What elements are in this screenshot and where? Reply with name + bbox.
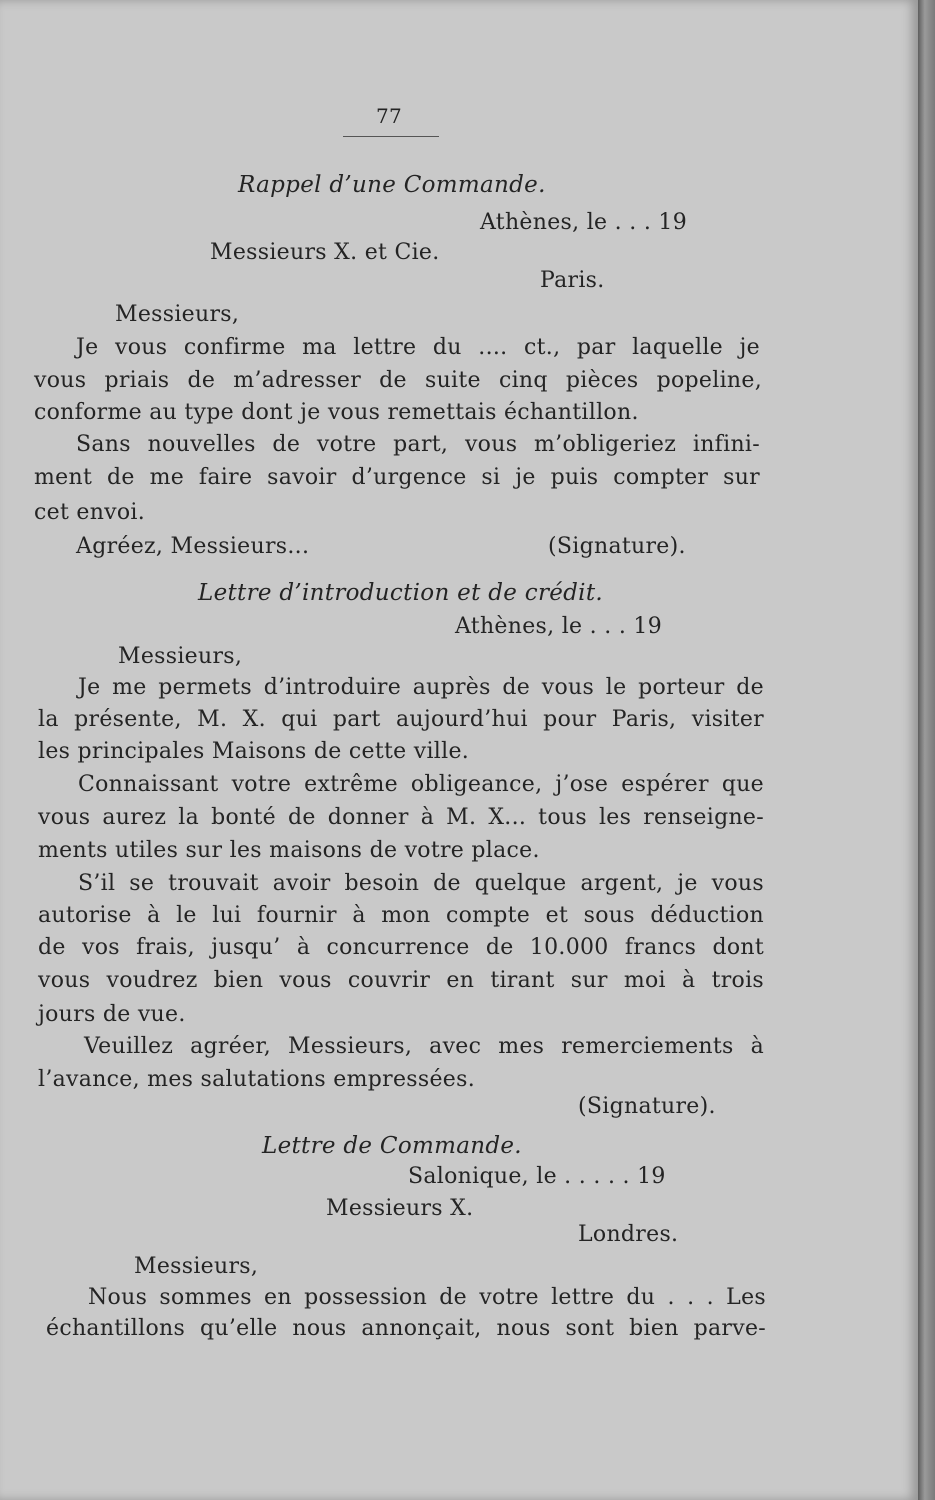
letter-1-line: conforme au type dont je vous remettais échantillon. [34, 400, 639, 425]
letter-3-addressee: Messieurs X. [326, 1196, 474, 1221]
letter-2-signature: (Signature). [578, 1094, 716, 1119]
letter-3-salutation: Messieurs, [134, 1254, 259, 1279]
letter-3-line: échantillons qu’elle nous annonçait, nous sont bien parve- [46, 1316, 766, 1341]
letter-3-city: Londres. [578, 1222, 679, 1247]
letter-1-addressee: Messieurs X. et Cie. [210, 240, 440, 265]
letter-2-title: Lettre d’introduction et de crédit. [198, 580, 603, 606]
letter-1-line: cet envoi. [34, 500, 146, 525]
letter-3-line: Nous sommes en possession de votre lettre du . . . Les [88, 1285, 766, 1310]
letter-1-salutation: Messieurs, [115, 302, 240, 327]
letter-3-dateline: Salonique, le . . . . . 19 [408, 1164, 666, 1189]
letter-2-line: Connaissant votre extrême obligeance, j’ose espérer que [78, 772, 764, 797]
letter-2-line: ments utiles sur les maisons de votre place. [38, 838, 540, 863]
book-edge [918, 0, 935, 1500]
letter-2-line: la présente, M. X. qui part aujourd’hui pour Paris, visiter [38, 707, 764, 732]
letter-2-line: vous voudrez bien vous couvrir en tirant sur moi à trois [38, 968, 764, 993]
letter-2-line: l’avance, mes salutations empressées. [38, 1067, 475, 1092]
letter-1-signature: (Signature). [548, 534, 686, 559]
letter-2-line: autorise à le lui fournir à mon compte et sous déduction [38, 903, 764, 928]
letter-2-line: Je me permets d’introduire auprès de vous le porteur de [78, 675, 764, 700]
letter-1-line: Sans nouvelles de votre part, vous m’obligeriez infini- [76, 432, 760, 457]
page-number: 77 [376, 104, 403, 128]
letter-1-dateline: Athènes, le . . . 19 [480, 210, 687, 235]
letter-2-line: de vos frais, jusqu’ à concurrence de 10.000 francs dont [38, 935, 764, 960]
letter-2-salutation: Messieurs, [118, 644, 243, 669]
letter-3-title: Lettre de Commande. [262, 1133, 522, 1159]
page-number-rule [343, 136, 439, 137]
letter-2-line: Veuillez agréer, Messieurs, avec mes remerciements à [84, 1034, 764, 1059]
letter-2-line: jours de vue. [38, 1002, 186, 1027]
letter-2-dateline: Athènes, le . . . 19 [455, 614, 662, 639]
letter-1-title: Rappel d’une Commande. [238, 172, 546, 198]
letter-2-line: les principales Maisons de cette ville. [38, 739, 470, 764]
letter-1-closing: Agréez, Messieurs... [76, 534, 310, 559]
letter-2-line: vous aurez la bonté de donner à M. X... tous les renseigne- [38, 805, 764, 830]
letter-1-line: ment de me faire savoir d’urgence si je puis compter sur [34, 465, 760, 490]
letter-2-line: S’il se trouvait avoir besoin de quelque argent, je vous [78, 871, 764, 896]
letter-1-line: Je vous confirme ma lettre du .... ct., par laquelle je [76, 335, 760, 360]
letter-1-city: Paris. [540, 268, 605, 293]
letter-1-line: vous priais de m’adresser de suite cinq pièces popeline, [34, 368, 762, 393]
